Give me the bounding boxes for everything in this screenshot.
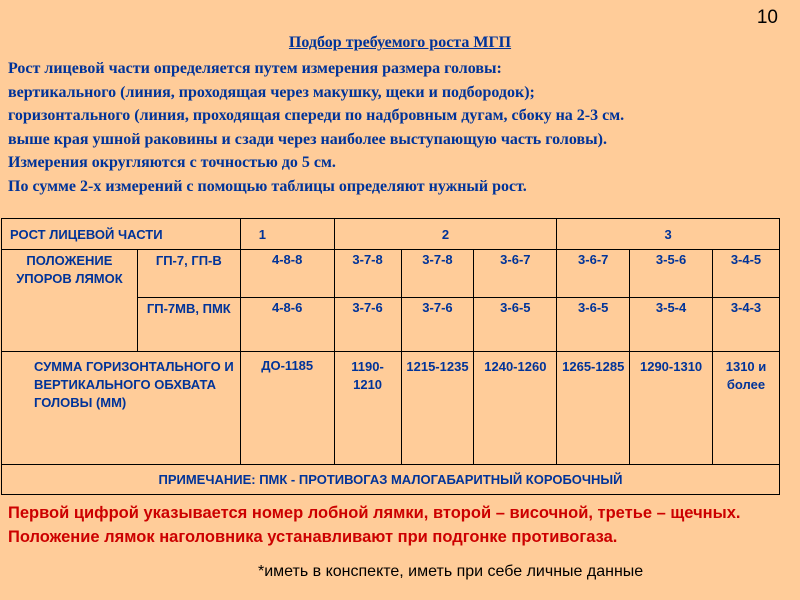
growth-header-1: 1 [240, 219, 334, 250]
table-cell: 3-7-8 [401, 250, 474, 298]
growth-header-3: 3 [557, 219, 780, 250]
table-cell: 3-4-3 [713, 298, 780, 352]
intro-line: Рост лицевой части определяется путем измерения размера головы: [8, 60, 502, 77]
intro-line: вертикального (линия, проходящая через макушку, щеки и подбородок); [8, 83, 535, 101]
page-title: Подбор требуемого роста МГП [288, 34, 512, 51]
position-label: ПОЛОЖЕНИЕ УПОРОВ ЛЯМОК [2, 250, 138, 352]
table-cell: 3-6-7 [474, 250, 557, 298]
table-cell: 3-5-4 [630, 298, 713, 352]
table-cell: 1290-1310 [630, 352, 713, 465]
table-cell: 1240-1260 [474, 352, 557, 465]
bottom-note: *иметь в конспекте, иметь при себе личные данные [258, 563, 644, 580]
table-cell: 3-7-6 [401, 298, 474, 352]
table-cell: 3-5-6 [630, 250, 713, 298]
intro-line: выше края ушной раковины и сзади через наиболее выступающую часть головы). [8, 130, 607, 148]
table-cell: 3-6-7 [557, 250, 630, 298]
model-gp7mv: ГП-7МВ, ПМК [137, 298, 240, 352]
table-header-row [2, 219, 780, 250]
table-row [2, 250, 780, 298]
table-cell: 3-6-5 [474, 298, 557, 352]
table-row [2, 352, 780, 465]
table-cell: 4-8-6 [240, 298, 334, 352]
table-cell: 1310 и более [713, 352, 780, 465]
intro-line: По сумме 2-х измерений с помощью таблицы определяют нужный рост. [8, 177, 527, 195]
sum-label: СУММА ГОРИЗОНТАЛЬНОГО И ВЕРТИКАЛЬНОГО ОБХВАТА ГОЛОВЫ (ММ) [2, 352, 241, 465]
table-cell: 1190-1210 [334, 352, 401, 465]
intro-line: Измерения округляются с точностью до 5 см. [8, 154, 336, 171]
footer-text: Первой цифрой указывается номер лобной лямки, второй – височной, третье – щечных. Положение лямок наголовника устанавливают при подгонке противогаза. [8, 504, 741, 546]
table-cell: 3-4-5 [713, 250, 780, 298]
table-cell: 3-6-5 [557, 298, 630, 352]
growth-header-2: 2 [334, 219, 557, 250]
intro-line: горизонтального (линия, проходящая спереди по надбровным дугам, сбоку на 2-3 см. [8, 107, 625, 124]
table-cell: 1265-1285 [557, 352, 630, 465]
table-cell: 1215-1235 [401, 352, 474, 465]
table-note: ПРИМЕЧАНИЕ: ПМК - ПРОТИВОГАЗ МАЛОГАБАРИТНЫЙ КОРОБОЧНЫЙ [2, 465, 780, 495]
table-cell: 3-7-8 [334, 250, 401, 298]
table-cell: ДО-1185 [240, 352, 334, 465]
model-gp7: ГП-7, ГП-В [137, 250, 240, 298]
page-number: 10 [756, 7, 778, 28]
size-table [1, 218, 780, 495]
growth-header-label: РОСТ ЛИЦЕВОЙ ЧАСТИ [2, 219, 241, 250]
intro-text [8, 57, 798, 198]
table-note-row [2, 465, 780, 495]
table-cell: 3-7-6 [334, 298, 401, 352]
table-cell: 4-8-8 [240, 250, 334, 298]
